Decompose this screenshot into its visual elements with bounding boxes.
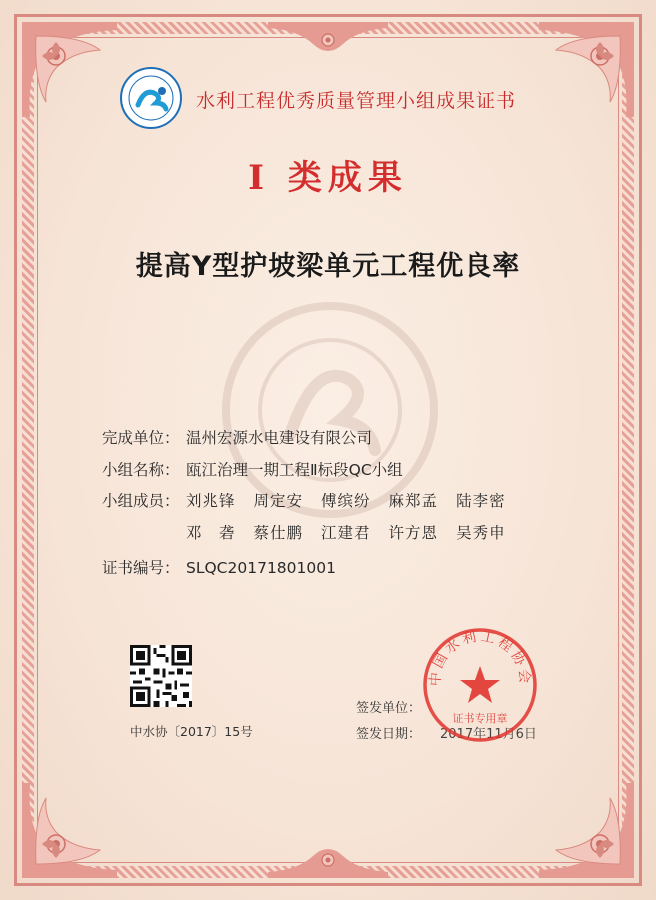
corner-ornament-icon [539, 783, 634, 878]
member-name: 邓 砻 [186, 524, 236, 542]
issue-date-label: 签发日期： [356, 727, 422, 742]
issue-date-value: 2017年11月6日 [440, 727, 537, 742]
member-name: 江建君 [321, 524, 371, 542]
member-name: 蔡仕鹏 [253, 524, 304, 542]
certificate-number-value: SLQC20171801001 [186, 559, 336, 577]
corner-ornament-icon [22, 22, 117, 117]
seal-outer-text: 中国水利工程协会 [427, 628, 533, 687]
seal-inner-text: 证书专用章 [452, 712, 508, 725]
certificate-number-label: 证书编号： [102, 559, 180, 577]
issuing-unit-label: 签发单位： [356, 701, 422, 716]
association-logo-icon [120, 67, 182, 129]
group-members-row-2 [186, 521, 524, 543]
completion-unit-label: 完成单位： [102, 429, 180, 447]
group-members-row [102, 489, 524, 511]
certificate-header-title: 水利工程优秀质量管理小组成果证书 [196, 90, 517, 112]
corner-ornament-icon [539, 22, 634, 117]
group-name-row [102, 458, 403, 480]
member-name: 麻郑孟 [388, 492, 439, 510]
qr-code-icon [130, 645, 192, 707]
member-name: 傅缤纷 [321, 492, 371, 510]
background-watermark-icon [220, 300, 440, 520]
corner-ornament-icon [22, 783, 117, 878]
group-members-label: 小组成员： [102, 492, 180, 510]
project-title: 提高Y型护坡梁单元工程优良率 [135, 251, 521, 282]
completion-unit-row [102, 426, 372, 448]
completion-unit-value: 温州宏源水电建设有限公司 [186, 429, 373, 447]
official-seal-icon [421, 626, 539, 744]
member-name: 刘兆锋 [186, 492, 236, 510]
member-name: 陆李密 [456, 492, 506, 510]
group-name-value: 瓯江治理一期工程Ⅱ标段QC小组 [186, 461, 403, 479]
member-name: 周定安 [253, 492, 304, 510]
member-name: 吴秀申 [456, 524, 506, 542]
group-name-label: 小组名称： [102, 461, 180, 479]
achievement-category: I 类成果 [248, 158, 408, 198]
document-number: 中水协〔2017〕15号 [130, 724, 253, 739]
top-center-ornament-icon [268, 22, 388, 62]
certificate-number-row [102, 556, 336, 578]
member-name: 许方恩 [388, 524, 439, 542]
bottom-center-ornament-icon [268, 838, 388, 878]
